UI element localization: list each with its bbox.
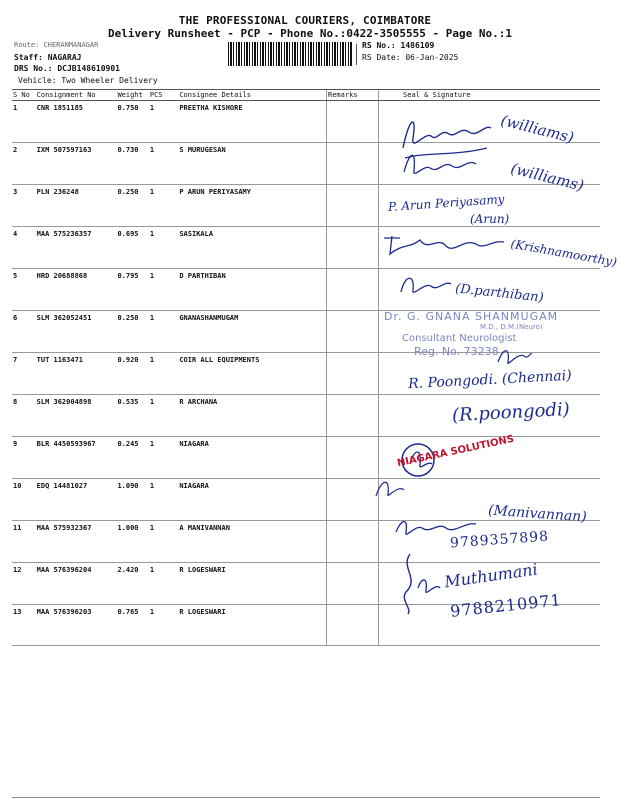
signature-scribble-7 — [494, 344, 534, 370]
col-pcs: PCS — [149, 90, 178, 101]
signature-williams-1: (williams) — [498, 111, 576, 147]
row-remarks — [327, 185, 379, 227]
rs-no-line — [362, 41, 434, 50]
row-pcs: 1 — [149, 563, 178, 605]
row-consignee: R LOGESWARI — [178, 563, 326, 605]
stamp-niagara: NIAGARA SOLUTIONS — [396, 433, 515, 470]
row-weight: 0.750 — [116, 101, 148, 143]
row-consignment: EDQ 14481027 — [36, 479, 117, 521]
row-remarks — [327, 143, 379, 185]
row-sno: 8 — [12, 395, 36, 437]
row-consignment: TUT 1163471 — [36, 353, 117, 395]
row-pcs: 1 — [149, 605, 178, 646]
route-value: CHERANMANAGAR — [43, 41, 99, 49]
rs-no-value: 1486109 — [400, 41, 435, 50]
row-weight: 0.730 — [116, 143, 148, 185]
signature-parthiban: (D.parthiban) — [454, 281, 545, 306]
row-weight: 0.920 — [116, 353, 148, 395]
rs-no-label: RS No.: — [362, 41, 396, 50]
col-signature: Seal & Signature — [379, 90, 600, 101]
row-pcs: 1 — [149, 143, 178, 185]
rs-date-label: RS Date: — [362, 53, 401, 62]
rs-date-line — [362, 53, 458, 62]
col-remarks: Remarks — [327, 90, 379, 101]
table-header-row — [12, 90, 600, 101]
table-row — [12, 185, 600, 227]
row-remarks — [327, 269, 379, 311]
row-consignee: SASIKALA — [178, 227, 326, 269]
signature-phone-1: 9789357898 — [449, 528, 550, 552]
row-pcs: 1 — [149, 479, 178, 521]
stamp-doctor-title: Consultant Neurologist — [402, 333, 517, 344]
route-label: Route: — [14, 41, 40, 49]
row-consignee: D PARTHIBAN — [178, 269, 326, 311]
row-consignment: MAA 576396203 — [36, 605, 117, 646]
row-sno: 13 — [12, 605, 36, 646]
row-remarks — [327, 605, 379, 646]
row-weight: 0.535 — [116, 395, 148, 437]
signature-krishnamoorthy: (Krishnamoorthy) — [509, 236, 618, 270]
row-consignment: SLM 362052451 — [36, 311, 117, 353]
row-pcs: 1 — [149, 311, 178, 353]
row-remarks — [327, 437, 379, 479]
stamp-doctor-degree: M.D., D.M.(Neuro) — [480, 323, 543, 331]
row-consignee: S MURUGESAN — [178, 143, 326, 185]
row-consignee: R LOGESWARI — [178, 605, 326, 646]
signature-scribble-5 — [395, 270, 455, 300]
route-line — [14, 41, 98, 49]
row-weight: 1.000 — [116, 521, 148, 563]
row-pcs: 1 — [149, 185, 178, 227]
row-pcs: 1 — [149, 521, 178, 563]
drs-no-label: DRS No.: — [14, 64, 53, 73]
row-remarks — [327, 101, 379, 143]
row-remarks — [327, 227, 379, 269]
row-weight: 2.420 — [116, 563, 148, 605]
runsheet-title: Delivery Runsheet - PCP - Phone No.:0422-3505555 - Page No.:1 — [108, 27, 512, 40]
row-sno: 7 — [12, 353, 36, 395]
row-consignment: IXM 507597163 — [36, 143, 117, 185]
row-weight: 0.795 — [116, 269, 148, 311]
row-weight: 1.090 — [116, 479, 148, 521]
drs-no-line — [14, 64, 120, 73]
row-weight: 0.765 — [116, 605, 148, 646]
row-consignee: P ARUN PERIYASAMY — [178, 185, 326, 227]
vehicle-label: Vehicle: — [18, 76, 57, 85]
row-consignee: GNANASHANMUGAM — [178, 311, 326, 353]
signature-arun-short: (Arun) — [470, 212, 510, 226]
row-sno: 11 — [12, 521, 36, 563]
staff-line — [14, 53, 81, 62]
signature-poongodi: R. Poongodi. (Chennai) — [407, 367, 573, 393]
col-weight: Weight — [116, 90, 148, 101]
row-consignment: MAA 576396204 — [36, 563, 117, 605]
signature-muthumani: Muthumani — [443, 559, 539, 592]
signature-phone-2: 9788210971 — [449, 590, 563, 621]
row-remarks — [327, 395, 379, 437]
row-sno: 9 — [12, 437, 36, 479]
row-consignee: PREETHA KISHORE — [178, 101, 326, 143]
row-consignment: SLM 362004898 — [36, 395, 117, 437]
row-sno: 1 — [12, 101, 36, 143]
staff-label: Staff: — [14, 53, 43, 62]
row-pcs: 1 — [149, 395, 178, 437]
row-consignment: PLN 236248 — [36, 185, 117, 227]
row-consignee: A MANIVANNAN — [178, 521, 326, 563]
row-consignee: COIR ALL EQUIPMENTS — [178, 353, 326, 395]
row-pcs: 1 — [149, 437, 178, 479]
row-weight: 0.245 — [116, 437, 148, 479]
row-consignee: R ARCHANA — [178, 395, 326, 437]
row-weight: 0.250 — [116, 311, 148, 353]
row-remarks — [327, 311, 379, 353]
row-sno: 4 — [12, 227, 36, 269]
row-sno: 6 — [12, 311, 36, 353]
row-consignment: HRD 20688868 — [36, 269, 117, 311]
col-consignment: Consignment No — [36, 90, 117, 101]
header-divider — [356, 44, 357, 65]
row-weight: 0.695 — [116, 227, 148, 269]
row-remarks — [327, 479, 379, 521]
row-sno: 5 — [12, 269, 36, 311]
row-consignment: MAA 575236357 — [36, 227, 117, 269]
signature-arun: P. Arun Periyasamy — [387, 191, 505, 215]
row-consignment: MAA 575932367 — [36, 521, 117, 563]
row-pcs: 1 — [149, 269, 178, 311]
col-sno: S No — [12, 90, 36, 101]
signature-r-poongodi: (R.poongodi) — [451, 398, 571, 427]
signature-scribble-10 — [372, 472, 408, 502]
row-consignee: NIAGARA — [178, 437, 326, 479]
row-pcs: 1 — [149, 101, 178, 143]
col-consignee: Consignee Details — [178, 90, 326, 101]
signature-williams-2: (williams) — [508, 159, 586, 195]
row-consignee: NIAGARA — [178, 479, 326, 521]
drs-no-value: DCJB148610901 — [57, 64, 120, 73]
row-sno: 10 — [12, 479, 36, 521]
rs-date-value: 06-Jan-2025 — [405, 53, 459, 62]
footer-rule — [12, 797, 600, 798]
signature-scribble-4 — [380, 228, 510, 260]
row-pcs: 1 — [149, 353, 178, 395]
row-remarks — [327, 521, 379, 563]
stamp-doctor-regno: Reg. No. 73238 — [414, 345, 499, 358]
signature-manivannan: (Manivannan) — [487, 502, 588, 526]
staff-value: NAGARAJ — [47, 53, 82, 62]
row-pcs: 1 — [149, 227, 178, 269]
row-weight: 0.250 — [116, 185, 148, 227]
stamp-doctor-name: Dr. G. GNANA SHANMUGAM — [384, 310, 559, 323]
company-title: THE PROFESSIONAL COURIERS, COIMBATORE — [178, 14, 432, 27]
row-sno: 12 — [12, 563, 36, 605]
row-consignment: BLR 4450593967 — [36, 437, 117, 479]
vehicle-line — [18, 76, 158, 85]
row-sno: 2 — [12, 143, 36, 185]
barcode — [228, 42, 352, 66]
row-remarks — [327, 563, 379, 605]
vehicle-value: Two Wheeler Delivery — [61, 76, 158, 85]
signature-scribble-2 — [398, 146, 498, 186]
row-sno: 3 — [12, 185, 36, 227]
row-remarks — [327, 353, 379, 395]
row-consignment: CNR 1851185 — [36, 101, 117, 143]
